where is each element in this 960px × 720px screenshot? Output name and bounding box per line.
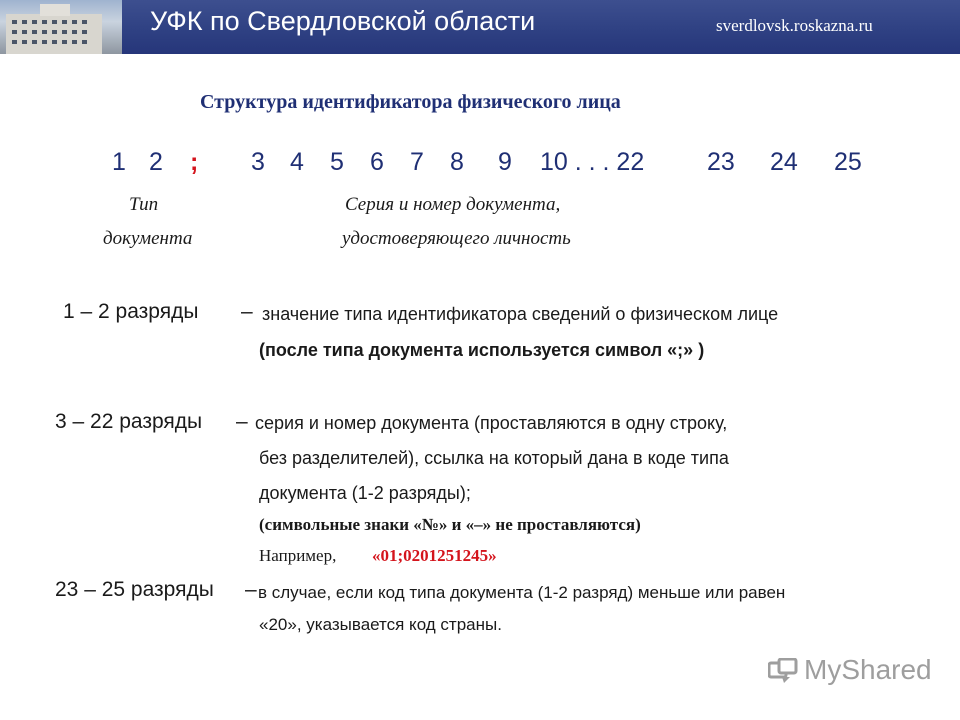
digit-23: 23 xyxy=(707,148,735,176)
section-2-example-label: Например, xyxy=(259,546,337,565)
header-site-link[interactable]: sverdlovsk.roskazna.ru xyxy=(716,16,873,35)
section-3-dash: – xyxy=(245,578,257,601)
section-1-text: значение типа идентификатора сведений о физическом лице xyxy=(262,304,779,324)
section-3-label: 23 – 25 разряды xyxy=(55,578,214,601)
header-title: УФК по Свердловской области xyxy=(150,6,536,36)
section-2-label: 3 – 22 разряды xyxy=(55,410,203,433)
caption-series-line2: удостоверяющего личность xyxy=(342,228,571,249)
digit-24: 24 xyxy=(770,148,798,176)
section-2-line1: серия и номер документа (проставляются в одну строку, xyxy=(255,413,728,433)
digit-10-22: 10 . . . 22 xyxy=(540,148,645,176)
caption-type-line2: документа xyxy=(103,228,193,249)
section-3-line1: в случае, если код типа документа (1-2 разряд) меньше или равен xyxy=(258,583,786,602)
digit-8: 8 xyxy=(450,148,464,176)
section-2-line2: без разделителей), ссылка на который дана в коде типа xyxy=(259,448,729,468)
myshared-logo-icon xyxy=(768,658,798,684)
digit-4: 4 xyxy=(290,148,304,176)
digit-7: 7 xyxy=(410,148,424,176)
section-2-dash: – xyxy=(236,410,248,433)
digit-3: 3 xyxy=(251,148,265,176)
slide-title: Структура идентификатора физического лица xyxy=(200,91,621,113)
digit-2: 2 xyxy=(149,148,163,176)
digit-separator: ; xyxy=(190,148,199,176)
section-2-example-value: «01;0201251245» xyxy=(372,546,497,565)
building-photo xyxy=(0,0,122,54)
section-2-note: (символьные знаки «№» и «–» не проставляются) xyxy=(259,515,641,534)
section-1-label: 1 – 2 разряды xyxy=(63,300,199,323)
digit-6: 6 xyxy=(370,148,384,176)
section-1-note: (после типа документа используется символ «;» ) xyxy=(259,340,705,360)
section-2-line3: документа (1-2 разряды); xyxy=(259,483,471,503)
digit-9: 9 xyxy=(498,148,512,176)
caption-series-line1: Серия и номер документа, xyxy=(345,194,561,215)
watermark-text: MyShared xyxy=(804,654,932,685)
caption-type-line1: Тип xyxy=(129,194,159,215)
digit-1: 1 xyxy=(112,148,126,176)
digit-5: 5 xyxy=(330,148,344,176)
section-1-dash: – xyxy=(241,300,253,323)
digit-25: 25 xyxy=(834,148,862,176)
section-3-line2: «20», указывается код страны. xyxy=(259,615,502,634)
header-bar xyxy=(0,0,960,54)
